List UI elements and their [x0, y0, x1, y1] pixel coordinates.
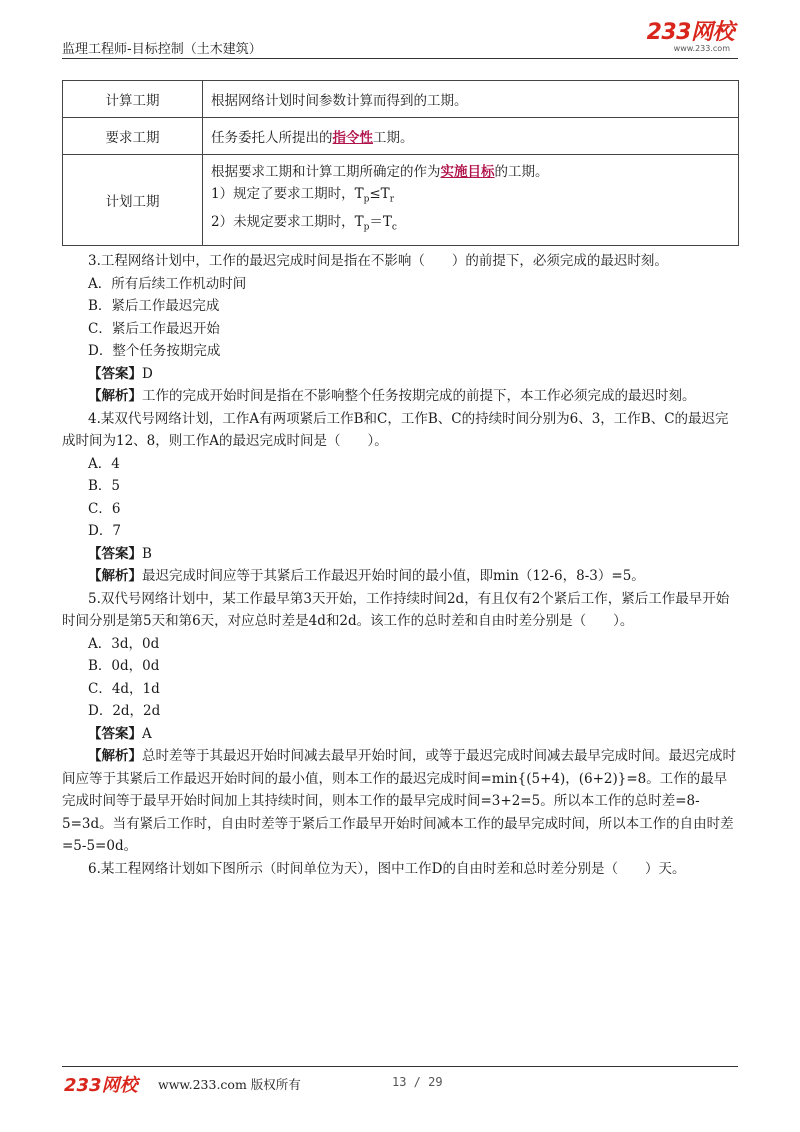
desc-line	[211, 161, 730, 183]
term-cell: 计划工期	[63, 155, 203, 246]
desc-cell: 根据网络计划时间参数计算而得到的工期。	[203, 81, 739, 118]
analysis	[62, 385, 740, 408]
answer-value: A	[142, 725, 152, 742]
table-row	[63, 155, 739, 246]
desc-text: 的工期。	[494, 164, 549, 181]
subscript: c	[391, 222, 397, 233]
answer-value: B	[142, 545, 152, 562]
answer	[62, 543, 740, 566]
question-stem: 6.某工程网络计划如下图所示（时间单位为天），图中工作D的自由时差和总时差分别是（ ）天。	[88, 860, 686, 877]
desc-cell	[203, 155, 739, 246]
page-number: 13 / 29	[392, 1075, 443, 1089]
analysis	[62, 745, 740, 858]
option: C．紧后工作最迟开始	[88, 320, 220, 337]
brand-logo-url: www.233.com	[673, 44, 730, 53]
desc-text: 工期。	[373, 130, 414, 146]
option: A．3d，0d	[88, 635, 160, 652]
footer-logo: 233网校	[64, 1075, 138, 1096]
brand-logo-text: 233网校	[646, 20, 734, 45]
footer-copyright: www.233.com 版权所有	[158, 1077, 301, 1092]
formula-line	[211, 211, 730, 239]
analysis-text: 工作的完成开始时间是指在不影响整个任务按期完成的前提下，本工作必须完成的最迟时刻。	[142, 388, 696, 404]
question-stem: 3.工程网络计划中，工作的最迟完成时间是指在不影响（ ）的前提下，必须完成的最迟时刻。	[88, 253, 668, 269]
option: B．5	[88, 478, 121, 494]
option: C．4d，1d	[88, 680, 160, 697]
questions	[62, 250, 740, 880]
answer-tag: 【答案】	[88, 725, 142, 742]
analysis	[62, 565, 740, 588]
header-title: 监理工程师-目标控制（土木建筑）	[62, 42, 262, 57]
question-stem: 4.某双代号网络计划，工作A有两项紧后工作B和C，工作B、C的持续时间分别为6、3，工作B、C的最迟完成时间为12、8，则工作A的最迟完成时间是（ ）。	[62, 410, 729, 449]
definition-table	[62, 80, 739, 246]
option: A．4	[88, 455, 120, 472]
option: D．2d，2d	[88, 703, 161, 719]
term-cell: 计算工期	[63, 81, 203, 118]
option: D．7	[88, 523, 121, 539]
subscript: r	[389, 195, 394, 205]
table-row	[63, 118, 739, 155]
analysis-tag: 【解析】	[88, 568, 142, 584]
page-header	[62, 22, 738, 59]
answer-value: D	[142, 365, 153, 382]
option: B．紧后工作最迟完成	[88, 298, 220, 314]
keyword-link: 实施目标	[440, 164, 495, 181]
option: A．所有后续工作机动时间	[88, 275, 247, 292]
keyword-link: 指令性	[332, 130, 373, 146]
answer	[62, 363, 740, 386]
formula-line	[211, 183, 730, 211]
desc-cell	[203, 118, 739, 155]
formula-text: ≤T	[369, 186, 390, 203]
formula-text: 1）规定了要求工期时，T	[211, 186, 364, 203]
subscript: p	[363, 222, 370, 233]
subscript: p	[363, 195, 370, 205]
analysis-text: 最迟完成时间应等于其紧后工作最迟开始时间的最小值，即min（12-6，8-3）=5。	[142, 568, 645, 584]
table-row	[63, 81, 739, 118]
analysis-tag: 【解析】	[88, 748, 142, 764]
brand-logo	[647, 22, 734, 53]
desc-text: 根据要求工期和计算工期所确定的作为	[211, 164, 441, 181]
answer	[62, 723, 740, 746]
answer-tag: 【答案】	[88, 365, 142, 382]
term-cell: 要求工期	[63, 118, 203, 155]
option: D．整个任务按期完成	[88, 343, 221, 359]
question-stem: 5.双代号网络计划中，某工作最早第3天开始，工作持续时间2d，有且仅有2个紧后工作，紧后工作最早开始时间分别是第5天和第6天，对应总时差是4d和2d。该工作的总时差和自由时差分别是（ ）。	[62, 590, 730, 629]
analysis-text: 总时差等于其最迟开始时间减去最早开始时间，或等于最迟完成时间减去最早完成时间。最迟完成时间应等于其紧后工作最迟开始时间的最小值，则本工作的最迟完成时间=min{(5+4)，(6+2)}=8。工作的最早完成时间等于最早开始时间加上其持续时间，则本工作的最早完成时间=3+2=5。所以本工作的总时差=8-5=3d。当有紧后工作时，自由时差等于紧后工作最早开始时间减本工作的最早完成时间，所以本工作的自由时差=5-5=0d。	[62, 748, 736, 854]
formula-text: ＝T	[369, 214, 392, 230]
answer-tag: 【答案】	[88, 545, 142, 562]
page-footer	[62, 1066, 738, 1096]
analysis-tag: 【解析】	[88, 388, 142, 404]
desc-text: 任务委托人所提出的	[211, 130, 333, 146]
option: B．0d，0d	[88, 658, 160, 674]
formula-text: 2）未规定要求工期时，T	[211, 214, 364, 230]
option: C．6	[88, 500, 121, 517]
